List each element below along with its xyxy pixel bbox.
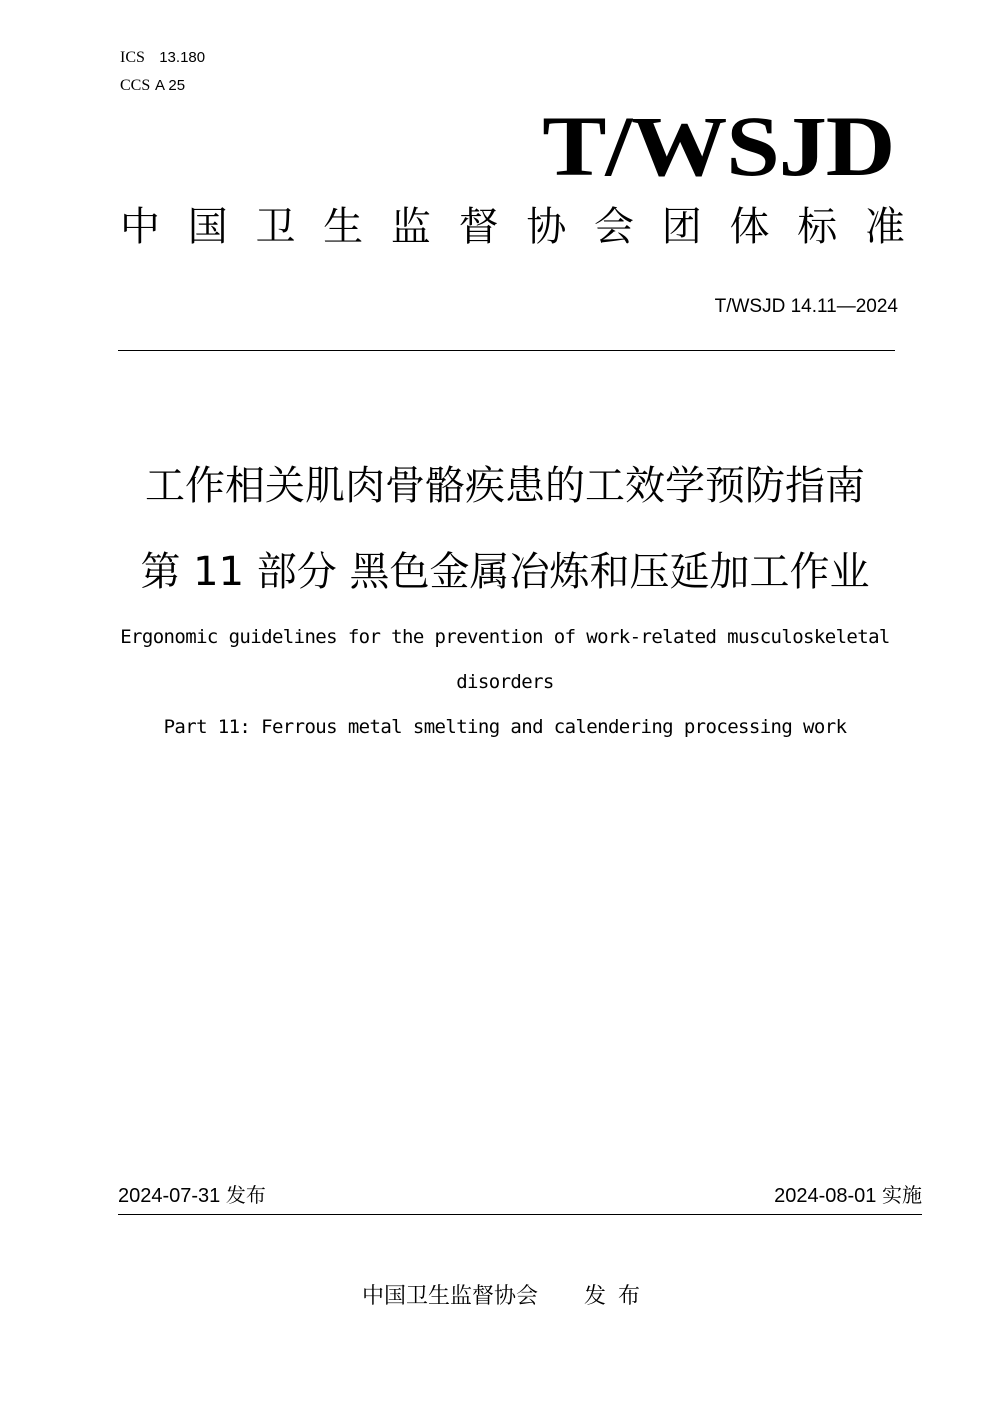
ics-code [120, 46, 205, 74]
standard-number: T/WSJD 14.11—2024 [714, 296, 898, 317]
bottom-divider [118, 1214, 922, 1215]
org-title-char: 生 [323, 204, 364, 250]
chinese-title-line-1: 工作相关肌肉骨骼疾患的工效学预防指南 [145, 463, 865, 509]
english-title-line-3: Part 11: Ferrous metal smelting and calendering processing work [163, 716, 847, 738]
org-title-char: 监 [390, 204, 431, 250]
publisher-line [362, 1283, 652, 1311]
ccs-label: CCS [120, 77, 151, 94]
ics-value: 13.180 [159, 49, 206, 66]
classification-codes [120, 46, 205, 102]
english-title-line-2: disorders [456, 671, 554, 693]
org-title-char: 国 [187, 204, 228, 250]
org-title-char: 协 [526, 204, 567, 250]
chinese-title-line-2: 第 11 部分 黑色金属冶炼和压延加工作业 [140, 549, 870, 595]
org-title-char: 准 [864, 204, 905, 250]
org-title-char: 标 [797, 204, 838, 250]
ccs-value: A 25 [155, 77, 186, 94]
org-title-char: 中 [120, 204, 160, 250]
english-title-line-1: Ergonomic guidelines for the prevention of work-related musculoskeletal [120, 626, 890, 648]
org-title-char: 体 [729, 204, 770, 250]
publish-date: 2024-07-31 发布 [118, 1185, 266, 1207]
org-title-char: 督 [458, 204, 499, 250]
org-title-char: 卫 [255, 204, 296, 250]
ccs-code [120, 74, 205, 102]
publisher-name: 中国卫生监督协会 [362, 1284, 539, 1309]
publisher-action: 发布 [584, 1284, 653, 1309]
org-title-char: 团 [661, 204, 702, 250]
top-divider [118, 350, 895, 351]
organization-standard-title [120, 202, 905, 252]
effective-date: 2024-08-01 实施 [774, 1185, 922, 1207]
standard-logo: T/WSJD [542, 98, 894, 194]
org-title-char: 会 [594, 204, 635, 250]
ics-label: ICS [120, 49, 145, 66]
